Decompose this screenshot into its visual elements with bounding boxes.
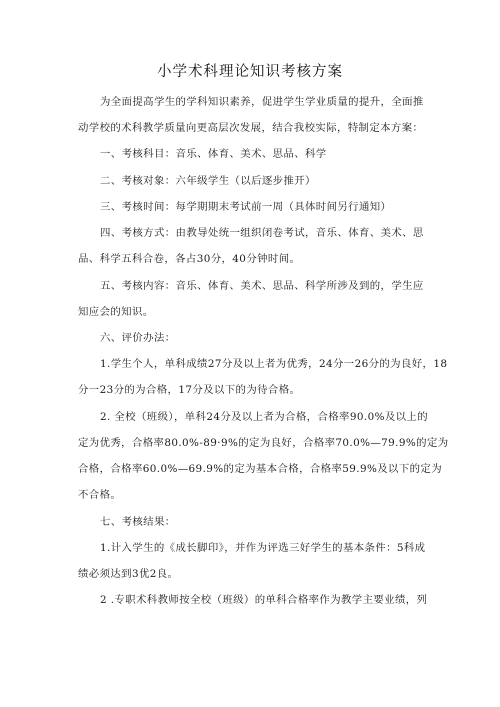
document-title: 小学术科理论知识考核方案 — [157, 64, 343, 80]
time-line: 三、考核时间：每学期期末考试前一周（具体时间另行通知） — [100, 201, 392, 213]
evaluation-1-line-2: 分一23分的为合格，17分及以下的为待合格。 — [78, 384, 301, 396]
results-heading: 七、考核结果： — [100, 516, 176, 528]
intro-line-1: 为全面提高学生的学科知识素养，促进学生学业质量的提升，全面推 — [100, 96, 424, 108]
evaluation-2-line-2: 定为优秀，合格率80.0%-89·9%的定为良好，合格率70.0%—79.9%的定为 — [78, 437, 449, 449]
evaluation-heading: 六、评价办法： — [100, 332, 176, 344]
target-line: 二、考核对象：六年级学生（以后逐步推开） — [100, 175, 316, 187]
results-2-line-1: 2 .专职术科教师按全校（班级）的单科合格率作为教学主要业绩，列 — [100, 594, 428, 606]
evaluation-2-line-4: 不合格。 — [78, 489, 122, 501]
content-line-1: 五、考核内容：音乐、体育、美术、思品、科学所涉及到的，学生应 — [100, 280, 424, 292]
evaluation-2-line-3: 合格，合格率60.0%—69.9%的定为基本合格，合格率59.9%及以下的定为 — [78, 463, 442, 475]
results-1-line-2: 绩必须达到3优2良。 — [78, 568, 179, 580]
subjects-line: 一、考核科目：音乐、体育、美术、思品、科学 — [100, 148, 327, 160]
evaluation-2-line-1: 2. 全校（班级），单科24分及以上者为合格，合格率90.0%及以上的 — [100, 411, 429, 423]
results-1-line-1: 1.计入学生的《成长脚印》，并作为评选三好学生的基本条件：5科成 — [100, 542, 426, 554]
evaluation-1-line-1: 1.学生个人，单科成绩27分及以上者为优秀，24分一26分的为良好，18 — [100, 358, 448, 370]
method-line-1: 四、考核方式：由教导处统一组织闭卷考试，音乐、体育、美术、思 — [100, 227, 424, 239]
method-line-2: 品、科学五科合卷，各占30分，40分钟时间。 — [78, 253, 301, 265]
intro-line-2: 动学校的术科教学质量向更高层次发展，结合我校实际，特制定本方案： — [78, 122, 424, 134]
content-line-2: 知应会的知识。 — [78, 306, 154, 318]
